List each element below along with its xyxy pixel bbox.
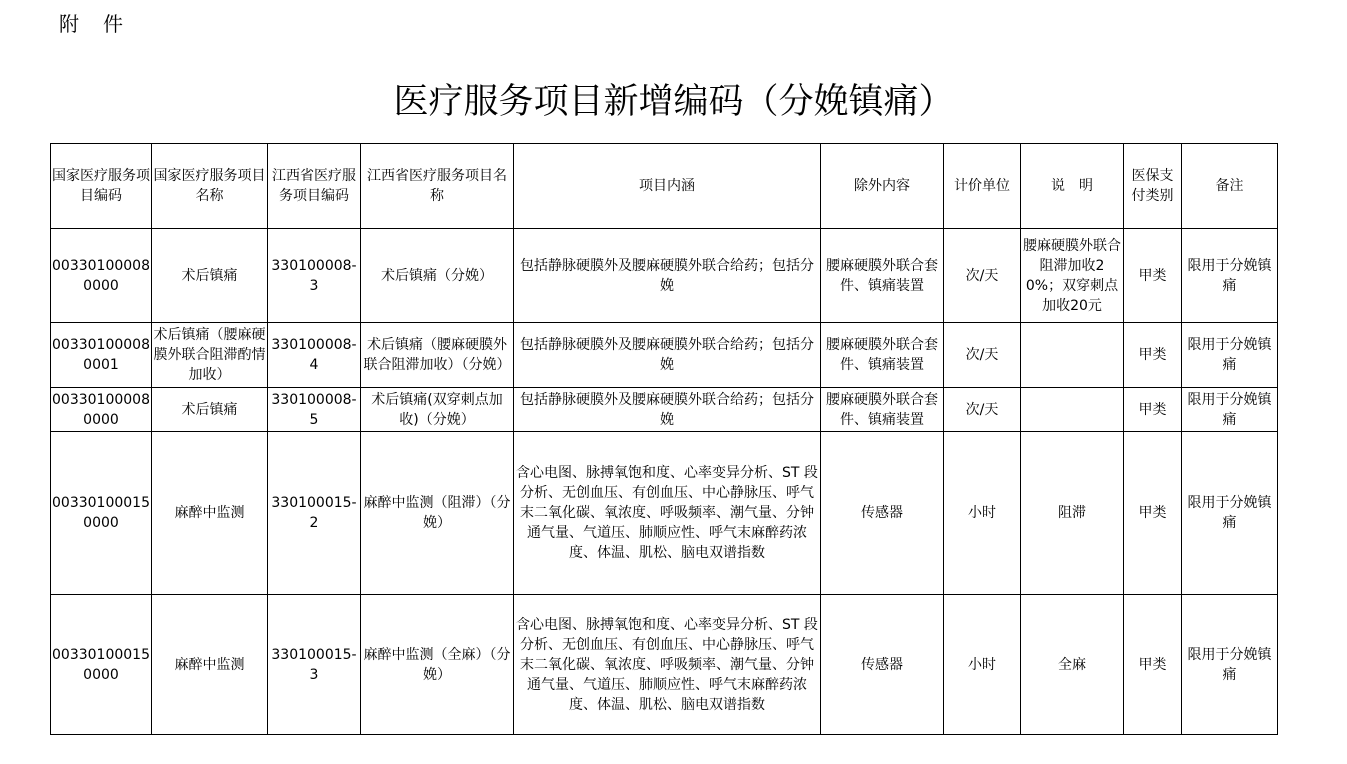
attachment-label: 附 件 [59, 12, 125, 36]
header-province-name: 江西省医疗服务项目名称 [361, 144, 514, 229]
cell-unit: 次/天 [944, 388, 1021, 432]
cell-national-code: 003301000150000 [51, 432, 152, 595]
cell-content: 包括静脉硬膜外及腰麻硬膜外联合给药；包括分娩 [514, 323, 821, 388]
cell-content: 包括静脉硬膜外及腰麻硬膜外联合给药；包括分娩 [514, 388, 821, 432]
cell-remarks: 限用于分娩镇痛 [1182, 432, 1278, 595]
header-unit: 计价单位 [944, 144, 1021, 229]
cell-unit: 小时 [944, 432, 1021, 595]
cell-province-code: 330100015-3 [268, 595, 361, 735]
header-province-code: 江西省医疗服务项目编码 [268, 144, 361, 229]
cell-national-code: 003301000150000 [51, 595, 152, 735]
cell-national-name: 术后镇痛 [152, 388, 268, 432]
cell-unit: 小时 [944, 595, 1021, 735]
table-row [51, 432, 1278, 595]
cell-province-code: 330100015-2 [268, 432, 361, 595]
fee-code-table [50, 143, 1278, 735]
cell-content: 包括静脉硬膜外及腰麻硬膜外联合给药；包括分娩 [514, 229, 821, 323]
cell-national-code: 003301000080000 [51, 388, 152, 432]
cell-province-name: 术后镇痛(双穿刺点加收)（分娩） [361, 388, 514, 432]
cell-insurance-category: 甲类 [1124, 595, 1182, 735]
cell-remarks: 限用于分娩镇痛 [1182, 229, 1278, 323]
cell-insurance-category: 甲类 [1124, 432, 1182, 595]
cell-exclusions: 传感器 [821, 432, 944, 595]
cell-remarks: 限用于分娩镇痛 [1182, 595, 1278, 735]
cell-province-name: 术后镇痛（分娩） [361, 229, 514, 323]
cell-province-code: 330100008-4 [268, 323, 361, 388]
cell-content: 含心电图、脉搏氧饱和度、心率变异分析、ST 段分析、无创血压、有创血压、中心静脉压、呼气末二氧化碳、氧浓度、呼吸频率、潮气量、分钟通气量、气道压、肺顺应性、呼气末麻醉药浓度、体温、肌松、脑电双谱指数 [514, 595, 821, 735]
cell-description: 阻滞 [1021, 432, 1124, 595]
cell-province-code: 330100008-3 [268, 229, 361, 323]
cell-exclusions: 传感器 [821, 595, 944, 735]
table-header-row [51, 144, 1278, 229]
cell-province-name: 麻醉中监测（全麻）（分娩） [361, 595, 514, 735]
cell-province-code: 330100008-5 [268, 388, 361, 432]
cell-exclusions: 腰麻硬膜外联合套件、镇痛装置 [821, 229, 944, 323]
cell-remarks: 限用于分娩镇痛 [1182, 323, 1278, 388]
cell-national-code: 003301000080001 [51, 323, 152, 388]
page-title: 医疗服务项目新增编码（分娩镇痛） [393, 82, 954, 122]
header-content: 项目内涵 [514, 144, 821, 229]
cell-national-name: 术后镇痛 [152, 229, 268, 323]
header-description: 说 明 [1021, 144, 1124, 229]
header-national-code: 国家医疗服务项目编码 [51, 144, 152, 229]
cell-insurance-category: 甲类 [1124, 229, 1182, 323]
header-exclusions: 除外内容 [821, 144, 944, 229]
cell-unit: 次/天 [944, 229, 1021, 323]
cell-description [1021, 323, 1124, 388]
cell-national-name: 麻醉中监测 [152, 595, 268, 735]
table-row [51, 388, 1278, 432]
cell-insurance-category: 甲类 [1124, 388, 1182, 432]
cell-exclusions: 腰麻硬膜外联合套件、镇痛装置 [821, 323, 944, 388]
table-row [51, 323, 1278, 388]
cell-exclusions: 腰麻硬膜外联合套件、镇痛装置 [821, 388, 944, 432]
cell-description [1021, 388, 1124, 432]
cell-national-code: 003301000080000 [51, 229, 152, 323]
header-insurance-category: 医保支付类别 [1124, 144, 1182, 229]
cell-description: 全麻 [1021, 595, 1124, 735]
table-row [51, 229, 1278, 323]
cell-province-name: 麻醉中监测（阻滞）（分娩） [361, 432, 514, 595]
cell-remarks: 限用于分娩镇痛 [1182, 388, 1278, 432]
header-remarks: 备注 [1182, 144, 1278, 229]
cell-description: 腰麻硬膜外联合阻滞加收20%；双穿刺点加收20元 [1021, 229, 1124, 323]
cell-insurance-category: 甲类 [1124, 323, 1182, 388]
cell-unit: 次/天 [944, 323, 1021, 388]
cell-content: 含心电图、脉搏氧饱和度、心率变异分析、ST 段分析、无创血压、有创血压、中心静脉压、呼气末二氧化碳、氧浓度、呼吸频率、潮气量、分钟通气量、气道压、肺顺应性、呼气末麻醉药浓度、体温、肌松、脑电双谱指数 [514, 432, 821, 595]
cell-province-name: 术后镇痛（腰麻硬膜外联合阻滞加收）（分娩） [361, 323, 514, 388]
header-national-name: 国家医疗服务项目名称 [152, 144, 268, 229]
table-row [51, 595, 1278, 735]
cell-national-name: 术后镇痛（腰麻硬膜外联合阻滞酌情加收） [152, 323, 268, 388]
cell-national-name: 麻醉中监测 [152, 432, 268, 595]
